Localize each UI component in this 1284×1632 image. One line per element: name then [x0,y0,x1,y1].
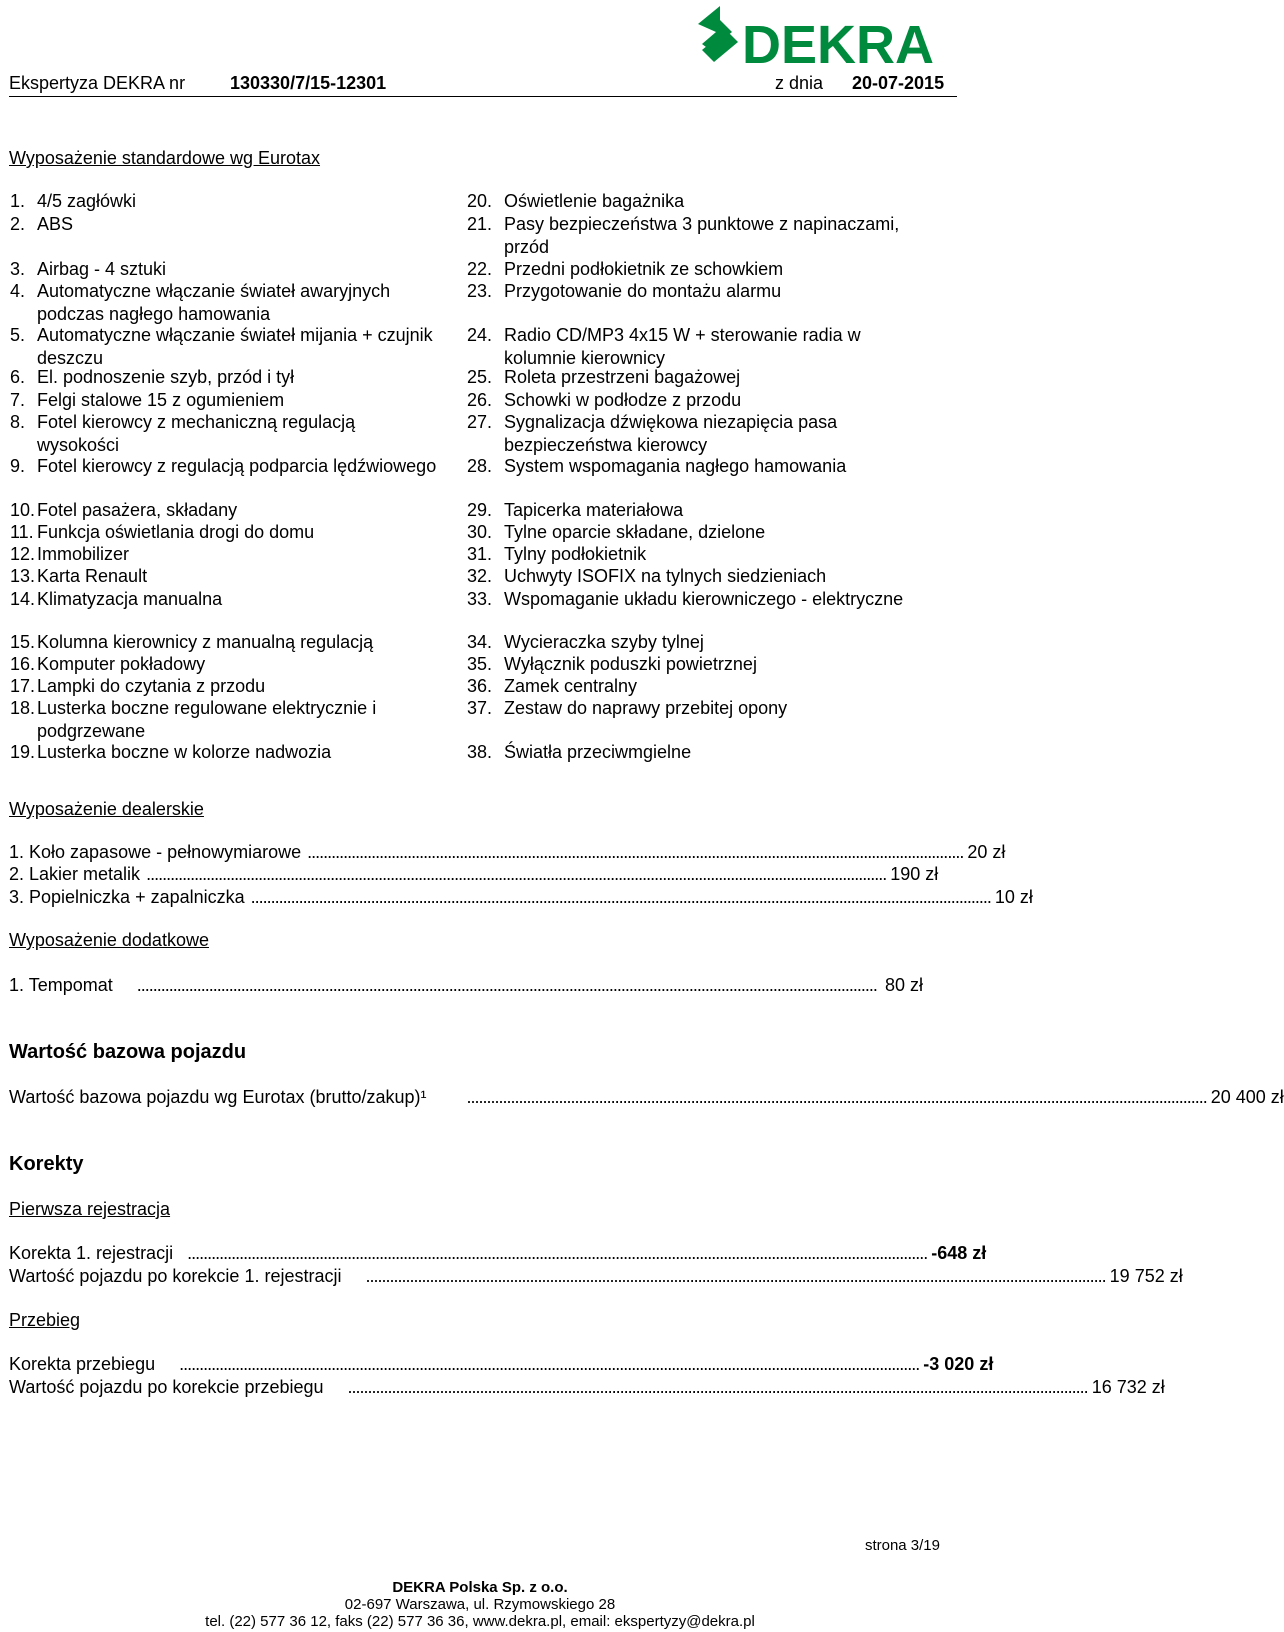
equipment-item-text: Tylne oparcie składane, dzielone [504,522,766,542]
equipment-item-number: 21. [467,214,493,234]
correction-label: Korekta 1. rejestracji [9,1243,174,1263]
equipment-item-text: Immobilizer [37,544,130,564]
equipment-item-number: 4. [10,281,26,301]
mileage-title: Przebieg [9,1310,81,1330]
equipment-item-number: 24. [467,325,493,345]
first-registration-row [9,1265,1183,1287]
equipment-item-number: 23. [467,281,493,301]
dealer-row-label: 2. Lakier metalik [9,864,141,884]
equipment-item-text: 4/5 zagłówki [37,191,137,211]
equipment-item-number: 31. [467,544,493,564]
leader-dots: .................................................................................................................................................................... [307,842,964,862]
additional-row [9,974,923,996]
equipment-item-text: Klimatyzacja manualna [37,589,223,609]
equipment-item-number: 37. [467,698,493,718]
correction-value: 19 752 zł [1109,1266,1183,1286]
equipment-item-text: Komputer pokładowy [37,654,206,674]
dealer-row [9,886,1033,908]
base-value-label: Wartość bazowa pojazdu wg Eurotax (brutto/zakup)¹ [9,1087,427,1107]
leader-dots: ......................................................................................................................................................................................... [466,1087,1207,1107]
page-number: strona 3/19 [864,1537,940,1554]
report-date-label: z dnia [775,73,824,93]
equipment-item-number: 8. [10,412,26,432]
equipment-item-number: 13. [10,566,36,586]
equipment-item-number: 11. [10,522,34,542]
correction-label: Korekta przebiegu [9,1354,156,1374]
correction-value: -3 020 zł [923,1354,994,1374]
equipment-item-number: 1. [10,191,26,211]
dealer-row [9,863,939,885]
equipment-item-text: Airbag - 4 sztuki [37,259,167,279]
equipment-item-number: 9. [10,456,26,476]
equipment-item-text: Schowki w podłodze z przodu [504,390,742,410]
first-registration-title: Pierwsza rejestracja [9,1199,171,1219]
additional-equipment-title: Wyposażenie dodatkowe [9,930,209,950]
equipment-item-text: System wspomagania nagłego hamowania [504,456,847,476]
leader-dots: ......................................................................................................................................................................................... [347,1377,1088,1397]
leader-dots: ......................................................................................................................................................................................... [146,864,887,884]
dealer-row [9,841,1006,863]
equipment-item-text: ABS [37,214,74,234]
equipment-item-number: 28. [467,456,493,476]
correction-label: Wartość pojazdu po korekcie 1. rejestracji [9,1266,342,1286]
equipment-item-text: Tylny podłokietnik [504,544,647,564]
equipment-item-text: Automatyczne włączanie świateł mijania + czujnik deszczu [37,325,433,368]
mileage-row [9,1353,994,1375]
equipment-item-text: Automatyczne włączanie świateł awaryjnych podczas nagłego hamowania [37,281,391,324]
header-divider [9,96,957,97]
equipment-item-number: 2. [10,214,26,234]
equipment-item-text: El. podnoszenie szyb, przód i tył [37,367,295,387]
leader-dots: ......................................................................................................................................................................................... [179,1354,920,1374]
equipment-item-text: Wycieraczka szyby tylnej [504,632,704,652]
correction-value: 16 732 zł [1091,1377,1165,1397]
equipment-item-text: Funkcja oświetlania drogi do domu [37,522,315,542]
base-value-title: Wartość bazowa pojazdu [9,1041,247,1063]
equipment-item-text: Pasy bezpieczeństwa 3 punktowe z napinaczami, przód [504,214,900,257]
equipment-item-number: 6. [10,367,26,387]
equipment-item-number: 26. [467,390,493,410]
additional-row-value: 80 zł [884,975,923,995]
equipment-item-text: Lampki do czytania z przodu [37,676,266,696]
equipment-item-number: 38. [467,742,493,762]
equipment-item-text: Przedni podłokietnik ze schowkiem [504,259,784,279]
footer-address: 02-697 Warszawa, ul. Rzymowskiego 28 [344,1596,616,1613]
dekra-logo [698,6,960,76]
equipment-item-number: 3. [10,259,26,279]
equipment-item-number: 7. [10,390,26,410]
equipment-item-text: Wspomaganie układu kierowniczego - elektryczne [504,589,904,609]
dealer-row-value: 190 zł [890,864,939,884]
equipment-item-text: Uchwyty ISOFIX na tylnych siedzieniach [504,566,827,586]
dealer-row-value: 20 zł [967,842,1006,862]
dealer-row-value: 10 zł [994,887,1033,907]
base-value-amount: 20 400 zł [1210,1087,1284,1107]
equipment-item-text: Fotel kierowcy z mechaniczną regulacją wysokości [37,412,356,455]
equipment-item-number: 29. [467,500,493,520]
equipment-item-text: Lusterka boczne regulowane elektrycznie i podgrzewane [37,698,377,741]
equipment-item-number: 22. [467,259,493,279]
mileage-row [9,1376,1165,1398]
equipment-item-text: Przygotowanie do montażu alarmu [504,281,782,301]
equipment-item-text: Sygnalizacja dźwiękowa niezapięcia pasa bezpieczeństwa kierowcy [504,412,838,455]
equipment-item-number: 14. [10,589,36,609]
footer-company: DEKRA Polska Sp. z o.o. [392,1579,568,1596]
base-value-row [9,1086,1284,1108]
equipment-item-number: 25. [467,367,493,387]
equipment-item-text: Światła przeciwmgielne [504,742,692,762]
equipment-item-text: Fotel pasażera, składany [37,500,238,520]
dekra-logo-text: DEKRA [742,15,935,75]
leader-dots: ......................................................................................................................................................................................... [365,1266,1106,1286]
equipment-item-number: 33. [467,589,493,609]
equipment-item-text: Wyłącznik poduszki powietrznej [504,654,757,674]
report-label: Ekspertyza DEKRA nr [9,73,186,93]
dealer-row-label: 3. Popielniczka + zapalniczka [9,887,245,907]
leader-dots: ......................................................................................................................................................................................... [136,975,877,995]
standard-equipment-title: Wyposażenie standardowe wg Eurotax [9,148,321,168]
equipment-item-number: 27. [467,412,493,432]
equipment-item-text: Zamek centralny [504,676,638,696]
equipment-item-number: 36. [467,676,493,696]
equipment-item-text: Radio CD/MP3 4x15 W + sterowanie radia w kolumnie kierownicy [504,325,861,368]
equipment-item-number: 20. [467,191,493,211]
equipment-item-number: 30. [467,522,493,542]
equipment-item-text: Kolumna kierownicy z manualną regulacją [37,632,374,652]
equipment-item-text: Roleta przestrzeni bagażowej [504,367,741,387]
dealer-equipment-title: Wyposażenie dealerskie [9,799,204,819]
equipment-item-text: Oświetlenie bagażnika [504,191,685,211]
leader-dots: ......................................................................................................................................................................................... [187,1243,928,1263]
correction-label: Wartość pojazdu po korekcie przebiegu [9,1377,324,1397]
equipment-item-text: Felgi stalowe 15 z ogumieniem [37,390,285,410]
equipment-item-number: 19. [10,742,36,762]
equipment-item-number: 16. [10,654,36,674]
equipment-item-text: Fotel kierowcy z regulacją podparcia lędźwiowego [37,456,437,476]
equipment-item-number: 34. [467,632,493,652]
leader-dots: ......................................................................................................................................................................................... [250,887,991,907]
equipment-item-number: 32. [467,566,493,586]
report-number: 130330/7/15-12301 [230,73,387,93]
correction-value: -648 zł [931,1243,987,1263]
equipment-item-number: 18. [10,698,36,718]
equipment-item-number: 10. [10,500,36,520]
equipment-item-number: 15. [10,632,36,652]
dealer-row-label: 1. Koło zapasowe - pełnowymiarowe [9,842,302,862]
equipment-item-number: 35. [467,654,493,674]
first-registration-row [9,1242,987,1264]
equipment-item-number: 12. [10,544,36,564]
equipment-item-text: Karta Renault [37,566,148,586]
equipment-item-number: 17. [10,676,36,696]
footer-contact: tel. (22) 577 36 12, faks (22) 577 36 36, www.dekra.pl, email: ekspertyzy@dekra.pl [205,1613,755,1630]
report-date: 20-07-2015 [852,73,945,93]
equipment-item-text: Tapicerka materiałowa [504,500,684,520]
equipment-item-text: Lusterka boczne w kolorze nadwozia [37,742,332,762]
corrections-title: Korekty [9,1153,84,1175]
additional-row-label: 1. Tempomat [9,975,113,995]
equipment-item-text: Zestaw do naprawy przebitej opony [504,698,788,718]
equipment-item-number: 5. [10,325,26,345]
